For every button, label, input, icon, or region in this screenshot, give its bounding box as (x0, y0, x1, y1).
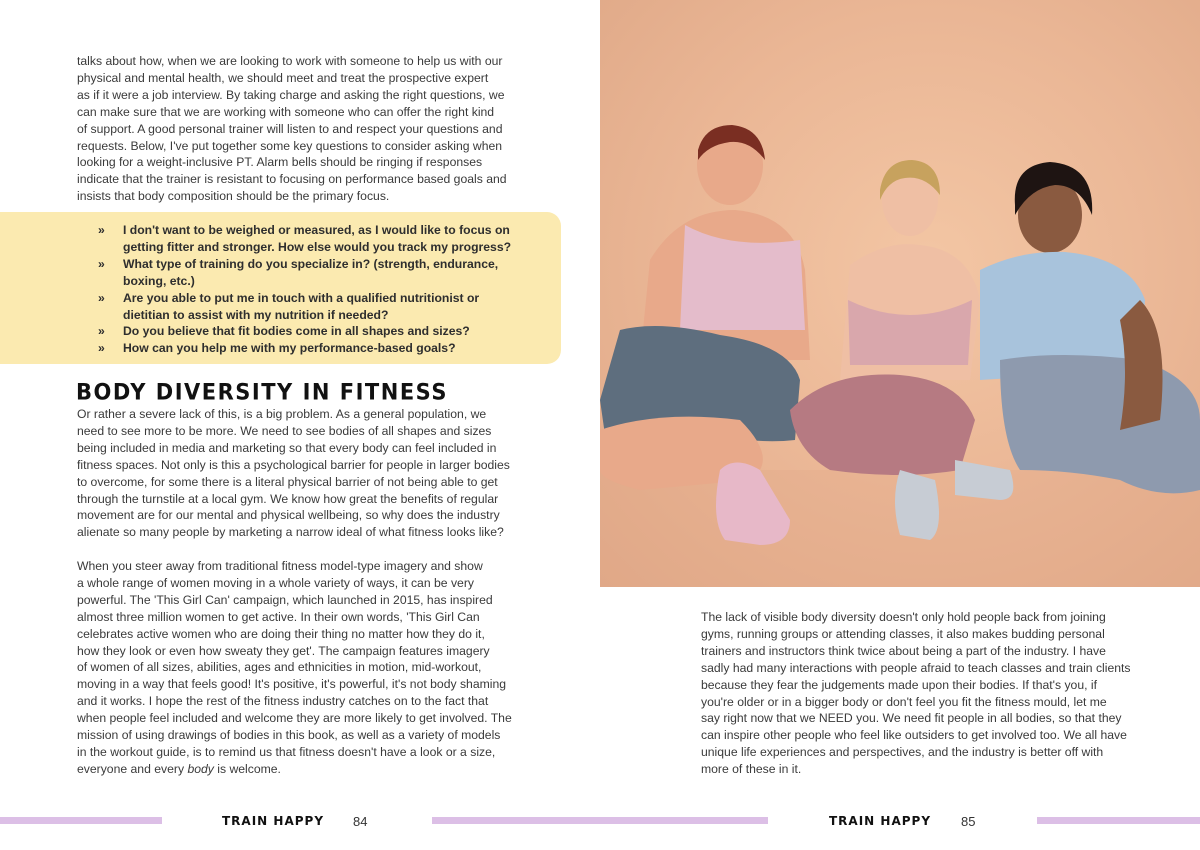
footer-brand: TRAIN HAPPY (829, 814, 932, 828)
photo-three-women-sitting (600, 0, 1200, 587)
footer-bar (600, 817, 768, 824)
list-item: » Do you believe that fit bodies come in all shapes and sizes? (98, 324, 470, 339)
footer-brand: TRAIN HAPPY (222, 814, 325, 828)
bullet-marker: » (98, 256, 105, 271)
body-paragraph-1: Or rather a severe lack of this, is a big problem. As a general population, we need to see more to be more. We need to see bodies of all shapes and sizes being included in media and marketing so that every body can feel included in fitness spaces. Not only is this a psychological barrier for people in larger bodies to overcome, for some there is a literal physical barrier of not being able to get through the turnstile at a local gym. We know how great the benefits of regular movement are for our mental and physical wellbeing, so why does the industry alienate so many people by marketing a narrow ideal of what fitness looks like? (77, 407, 510, 540)
right-page (600, 0, 1200, 850)
right-body-paragraph: The lack of visible body diversity doesn't only hold people back from joining gyms, running groups or attending classes, it also makes budding personal trainers and instructors think twice about being a part of the industry. I have sadly had many interactions with people afraid to teach classes and train clients because they fear the judgements made upon their bodies. If that's you, if you're older or in a bigger body or don't feel you fit the fitness mould, let me say right now that we NEED you. We need fit people in all bodies, so that they can inspire other people who feel like outsiders to get involved too. We all have unique life experiences and perspectives, and the industry is better off with more of these in it. (701, 610, 1131, 777)
bullet-marker: » (98, 290, 105, 305)
last-line: everyone and every body is welcome. (77, 761, 281, 776)
questions-callout (0, 212, 561, 364)
list-item: » Are you able to put me in touch with a qualified nutritionist or dietitian to assist with my nutrition if needed? (98, 290, 480, 322)
list-item: » How can you help me with my performance-based goals? (98, 341, 456, 356)
bullet-marker: » (98, 223, 105, 237)
footer-bar (0, 817, 162, 824)
intro-paragraph: talks about how, when we are looking to work with someone to help us with our physical and mental health, we should meet and treat the prospective expert as if it were a job interview. By taking charge and asking the right questions, we can make sure that we are working with someone who can offer the right kind of support. A good personal trainer will listen to and respect your questions and requests. Below, I've put together some key questions to consider asking when looking for a weight-inclusive PT. Alarm bells should be ringing if responses indicate that the trainer is resistant to focusing on performance based goals and insists that body composition should be the primary focus. (77, 54, 507, 204)
footer-bar (1037, 817, 1200, 824)
questions-list (98, 222, 511, 357)
footer-bar (432, 817, 600, 824)
body-paragraph-2: When you steer away from traditional fitness model-type imagery and show a whole range of women moving in a whole variety of ways, it can be very powerful. The 'This Girl Can' campaign, which launched in 2015, has inspired almost three million women to get active. In their own words, 'This Girl Can celebrates active women who are doing their thing no matter how they do it, how they look or even how sweaty they get'. The campaign features imagery of women of all sizes, abilities, ages and ethnicities in motion, mid-workout, moving in a way that feels good! It's positive, it's powerful, it's not body shaming and it works. I hope the rest of the fitness industry catches on to the fact that when people feel included and welcome they are more likely to get involved. The mission of using drawings of bodies in this book, as well as a variety of models in the workout guide, is to remind us that fitness doesn't have a look or a size, everyone and every body is welcome. (77, 559, 512, 776)
bullet-marker: » (98, 324, 105, 339)
section-heading: BODY DIVERSITY IN FITNESS (76, 379, 448, 405)
list-item: » I don't want to be weighed or measured, as I would like to focus on getting fitter and stronger. How else would you track my progress? (98, 223, 512, 254)
bullet-marker: » (98, 341, 105, 356)
page-number: 84 (353, 814, 368, 829)
page-number: 85 (961, 814, 976, 829)
photo-illustration (600, 0, 1200, 587)
list-item: » What type of training do you specialize in? (strength, endurance, boxing, etc.) (98, 256, 499, 288)
